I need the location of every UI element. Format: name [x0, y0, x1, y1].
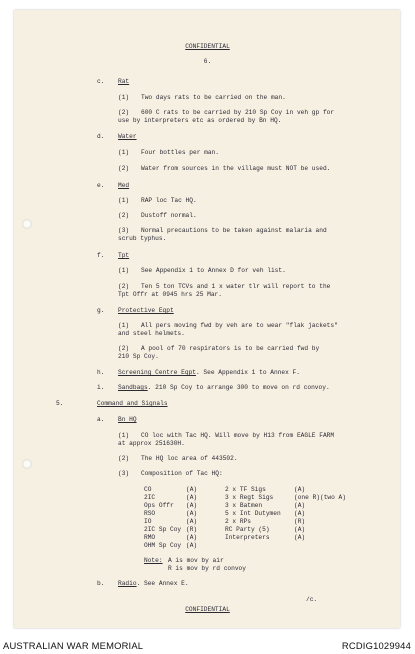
item-text: Composition of Tac HQ:: [141, 470, 223, 477]
tac-hq-left-name: OHM Sp Coy: [144, 542, 182, 549]
item-number: (2): [118, 345, 130, 352]
archive-reference: RCDIG1029944: [341, 640, 411, 651]
section-letter: a.: [97, 416, 105, 423]
item-text: All pers moving fwd by veh are to wear "flak jackets": [141, 322, 338, 329]
tac-hq-right-mode: (A): [294, 502, 306, 509]
item-number: (1): [118, 432, 130, 439]
classification-header: CONFIDENTIAL: [185, 43, 230, 50]
tac-hq-left-mode: (A): [186, 502, 198, 509]
paragraph-number: 5.: [56, 400, 64, 407]
tac-hq-right-mode: (one R)(two A): [294, 494, 346, 501]
tac-hq-left-mode: (A): [186, 534, 198, 541]
tac-hq-left-name: RSO: [144, 510, 156, 517]
section-letter: f.: [97, 252, 105, 259]
tac-hq-right-name: 2 x TF Sigs: [225, 486, 266, 493]
tac-hq-left-name: IO: [144, 518, 152, 525]
item-text: Four bottles per man.: [141, 149, 219, 156]
tac-hq-left-mode: (A): [186, 486, 198, 493]
section-title: Rat: [118, 78, 130, 85]
tac-hq-right-mode: (A): [294, 526, 306, 533]
tac-hq-left-mode: (A): [186, 518, 198, 525]
item-text: use by interpreters etc as ordered by Bn HQ.: [118, 117, 282, 124]
tac-hq-right-name: 3 x Regt Sigs: [225, 494, 274, 501]
item-text: See Appendix 1 to Annex D for veh list.: [141, 267, 286, 274]
section-line: Radio. See Annex E.: [118, 580, 189, 587]
tac-hq-left-mode: (A): [186, 510, 198, 517]
item-number: (2): [118, 455, 130, 462]
item-number: (1): [118, 197, 130, 204]
item-text: Dustoff normal.: [141, 212, 197, 219]
archive-name: AUSTRALIAN WAR MEMORIAL: [3, 640, 144, 651]
section-line: Sandbags. 210 Sp Coy to arrange 300 to move on rd convoy.: [118, 384, 330, 391]
item-text: Ten 5 ton TCVs and 1 x water tlr will report to the: [141, 283, 331, 290]
tac-hq-left-mode: (R): [186, 526, 198, 533]
note-label: Note:: [144, 557, 163, 564]
item-text: A pool of 70 respirators is to be carried fwd by: [141, 345, 320, 352]
tac-hq-right-name: Interpreters: [225, 534, 270, 541]
item-text: at approx 251630H.: [118, 440, 185, 447]
section-letter: i.: [97, 384, 105, 391]
tac-hq-left-mode: (A): [186, 542, 198, 549]
document-page: [14, 10, 400, 628]
item-text: The HQ loc area of 443502.: [141, 455, 238, 462]
section-line: Screening Centre Eqpt. See Appendix 1 to Annex F.: [118, 369, 300, 376]
tac-hq-left-name: RMO: [144, 534, 156, 541]
item-text: scrub typhus.: [118, 235, 167, 242]
tac-hq-right-name: RC Party (5): [225, 526, 270, 533]
section-letter: h.: [97, 369, 105, 376]
item-text: Two days rats to be carried on the man.: [141, 94, 286, 101]
section-letter: e.: [97, 182, 105, 189]
tac-hq-right-name: 3 x Batmen: [225, 502, 263, 509]
item-text: Tpt Offr at 0945 hrs 25 Mar.: [118, 291, 222, 298]
tac-hq-left-name: Ops Offr: [144, 502, 174, 509]
item-number: (2): [118, 165, 130, 172]
classification-footer: CONFIDENTIAL: [185, 606, 230, 613]
section-title: Tpt: [118, 252, 130, 259]
item-number: (2): [118, 109, 130, 116]
item-text: 210 Sp Coy.: [118, 353, 159, 360]
item-number: (2): [118, 283, 130, 290]
item-number: (2): [118, 212, 130, 219]
tac-hq-right-mode: (A): [294, 510, 306, 517]
section-title: Water: [118, 133, 137, 140]
item-number: (3): [118, 227, 130, 234]
tac-hq-right-mode: (R): [294, 518, 306, 525]
section-letter: c.: [97, 78, 105, 85]
section-title: Med: [118, 182, 130, 189]
note-line: R is mov by rd convoy: [168, 565, 246, 572]
item-number: (1): [118, 322, 130, 329]
item-text: Water from sources in the village must NOT be used.: [141, 165, 331, 172]
item-text: 600 C rats to be carried by 210 Sp Coy in veh gp for: [141, 109, 335, 116]
tac-hq-left-name: 2IC: [144, 494, 156, 501]
punch-hole: [22, 219, 32, 229]
tac-hq-right-name: 5 x Int Dutymen: [225, 510, 281, 517]
item-number: (1): [118, 267, 130, 274]
item-text: Normal precautions to be taken against malaria and: [141, 227, 327, 234]
tac-hq-right-mode: (A): [294, 486, 306, 493]
tac-hq-right-mode: (A): [294, 534, 306, 541]
item-number: (1): [118, 149, 130, 156]
tac-hq-left-name: CO: [144, 486, 152, 493]
section-title: Protective Eqpt: [118, 307, 174, 314]
note-line: A is mov by air: [168, 557, 224, 564]
punch-hole: [22, 459, 32, 469]
item-text: and steel helmets.: [118, 330, 185, 337]
continuation-marker: /c.: [306, 596, 318, 603]
item-number: (3): [118, 470, 130, 477]
item-text: RAP loc Tac HQ.: [141, 197, 197, 204]
tac-hq-left-name: 2IC Sp Coy: [144, 526, 182, 533]
section-letter: d.: [97, 133, 105, 140]
item-text: CO loc with Tac HQ. Will move by H13 from EAGLE FARM: [141, 432, 335, 439]
tac-hq-right-name: 2 x RPs: [225, 518, 251, 525]
tac-hq-left-mode: (A): [186, 494, 198, 501]
archive-footer: [0, 630, 415, 654]
section-letter: b.: [97, 580, 105, 587]
section-letter: g.: [97, 307, 105, 314]
section-title: Bn HQ: [118, 416, 137, 423]
paragraph-title: Command and Signals: [97, 400, 168, 407]
item-number: (1): [118, 94, 130, 101]
page-number: 6.: [203, 58, 212, 65]
